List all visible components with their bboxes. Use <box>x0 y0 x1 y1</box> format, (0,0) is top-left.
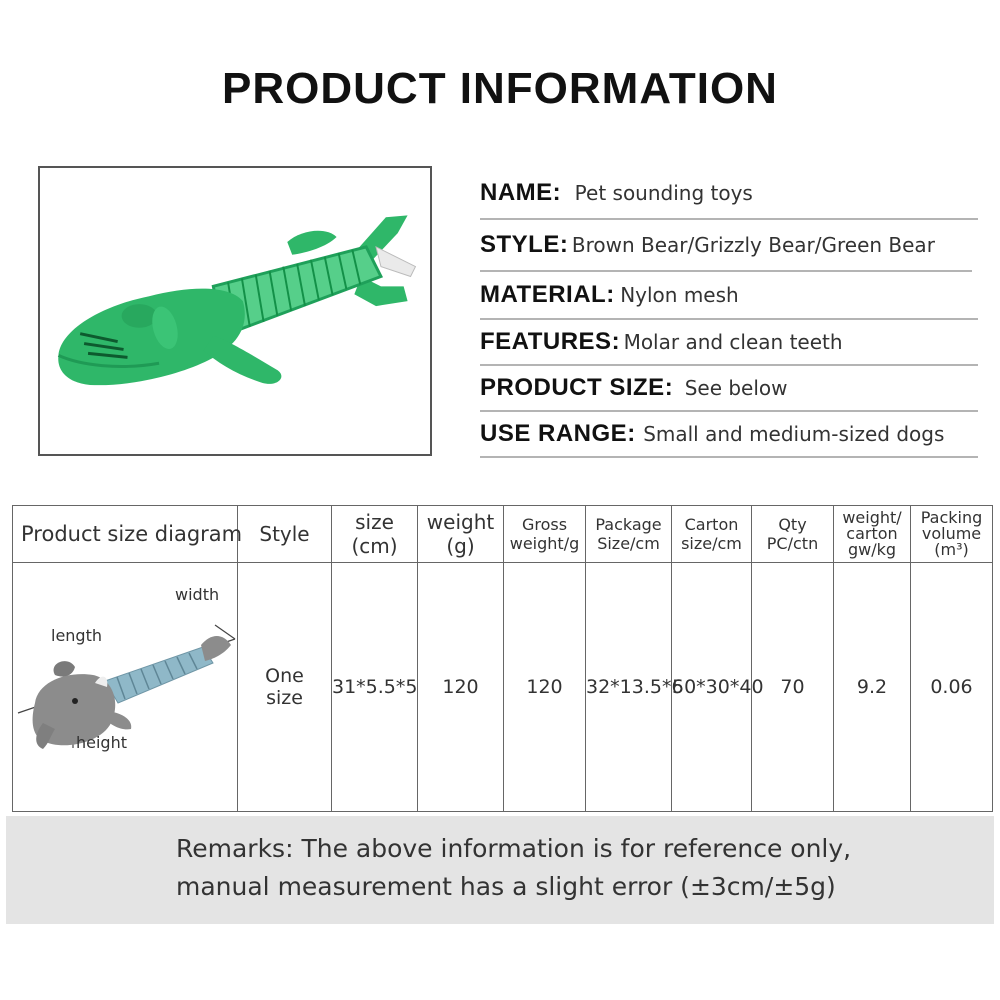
info-value: Brown Bear/Grizzly Bear/Green Bear <box>571 233 935 257</box>
info-row-features <box>480 320 978 366</box>
header-carton-size <box>672 506 752 563</box>
header-size <box>332 506 418 563</box>
product-photo <box>38 166 432 456</box>
header-size-line2: (cm) <box>351 534 398 558</box>
remarks-box <box>6 816 994 924</box>
cell-style-line2: size <box>266 687 303 709</box>
header-gross-weight <box>504 506 586 563</box>
cell-carton-size: 50*30*40 <box>672 563 752 812</box>
diagram-label-width: width <box>175 585 220 604</box>
remarks-line1: Remarks: The above information is for reference only, <box>176 834 852 863</box>
size-diagram-cell <box>13 563 238 812</box>
info-separator: : <box>664 374 673 401</box>
cell-carton-weight: 9.2 <box>834 563 911 812</box>
info-row-use-range <box>480 412 978 458</box>
info-row-style <box>480 220 972 272</box>
info-separator: : <box>559 231 568 258</box>
header-carton-line2: size/cm <box>681 534 742 553</box>
header-size-line1: size <box>355 510 394 534</box>
info-label: NAME <box>480 179 553 206</box>
header-volume-line1: Packing <box>920 508 983 527</box>
green-crocodile-toy-image <box>40 168 430 454</box>
header-packing-volume <box>911 506 993 563</box>
header-weight <box>418 506 504 563</box>
info-separator: : <box>627 420 636 447</box>
cell-qty: 70 <box>752 563 834 812</box>
remarks-line2: manual measurement has a slight error (±3cm/±5g) <box>176 872 836 901</box>
cell-size: 31*5.5*5 <box>332 563 418 812</box>
header-qty-line1: Qty <box>778 515 807 534</box>
product-spec-table <box>12 505 993 812</box>
cell-gross-weight: 120 <box>504 563 586 812</box>
info-label: STYLE <box>480 231 560 258</box>
cell-style <box>238 563 332 812</box>
info-separator: : <box>552 179 561 206</box>
header-qty <box>752 506 834 563</box>
info-label: USE RANGE <box>480 420 628 447</box>
info-label: PRODUCT SIZE <box>480 374 665 401</box>
cell-package-size: 32*13.5*6 <box>586 563 672 812</box>
table-header-row <box>13 506 993 563</box>
header-package-line2: Size/cm <box>597 534 660 553</box>
info-separator: : <box>606 281 615 308</box>
info-label: MATERIAL <box>480 281 607 308</box>
header-diagram: Product size diagram <box>13 506 238 563</box>
header-carton-weight <box>834 506 911 563</box>
info-label: FEATURES <box>480 328 612 355</box>
header-package-line1: Package <box>595 515 662 534</box>
cell-weight: 120 <box>418 563 504 812</box>
header-qty-line2: PC/ctn <box>766 534 819 553</box>
info-value: Small and medium-sized dogs <box>643 422 945 446</box>
header-weight-line1: weight <box>426 510 495 534</box>
info-row-product-size <box>480 366 978 412</box>
header-gross-line2: weight/g <box>509 534 580 553</box>
info-value: Molar and clean teeth <box>623 330 843 354</box>
table-row <box>13 563 993 812</box>
product-info-list <box>480 168 978 458</box>
info-row-name <box>480 168 978 220</box>
info-value: Pet sounding toys <box>574 181 753 205</box>
diagram-label-height: height <box>76 733 127 752</box>
info-value: See below <box>684 376 788 400</box>
diagram-label-length: length <box>51 626 102 645</box>
header-package-size <box>586 506 672 563</box>
size-diagram <box>13 563 237 811</box>
header-cartonweight-line1: weight/ <box>842 508 902 527</box>
header-volume-line2: volume <box>921 524 982 543</box>
header-volume-line3: (m³) <box>934 540 969 559</box>
info-row-material <box>480 272 978 320</box>
header-gross-line1: Gross <box>521 515 568 534</box>
page-title: PRODUCT INFORMATION <box>222 64 778 113</box>
header-weight-line2: (g) <box>446 534 475 558</box>
header-style: Style <box>238 506 332 563</box>
cell-style-line1: One <box>265 665 304 687</box>
header-cartonweight-line2: carton <box>846 524 898 543</box>
header-cartonweight-line3: gw/kg <box>847 540 897 559</box>
cell-packing-volume: 0.06 <box>911 563 993 812</box>
info-separator: : <box>611 328 620 355</box>
header-carton-line1: Carton <box>684 515 739 534</box>
info-value: Nylon mesh <box>620 283 739 307</box>
